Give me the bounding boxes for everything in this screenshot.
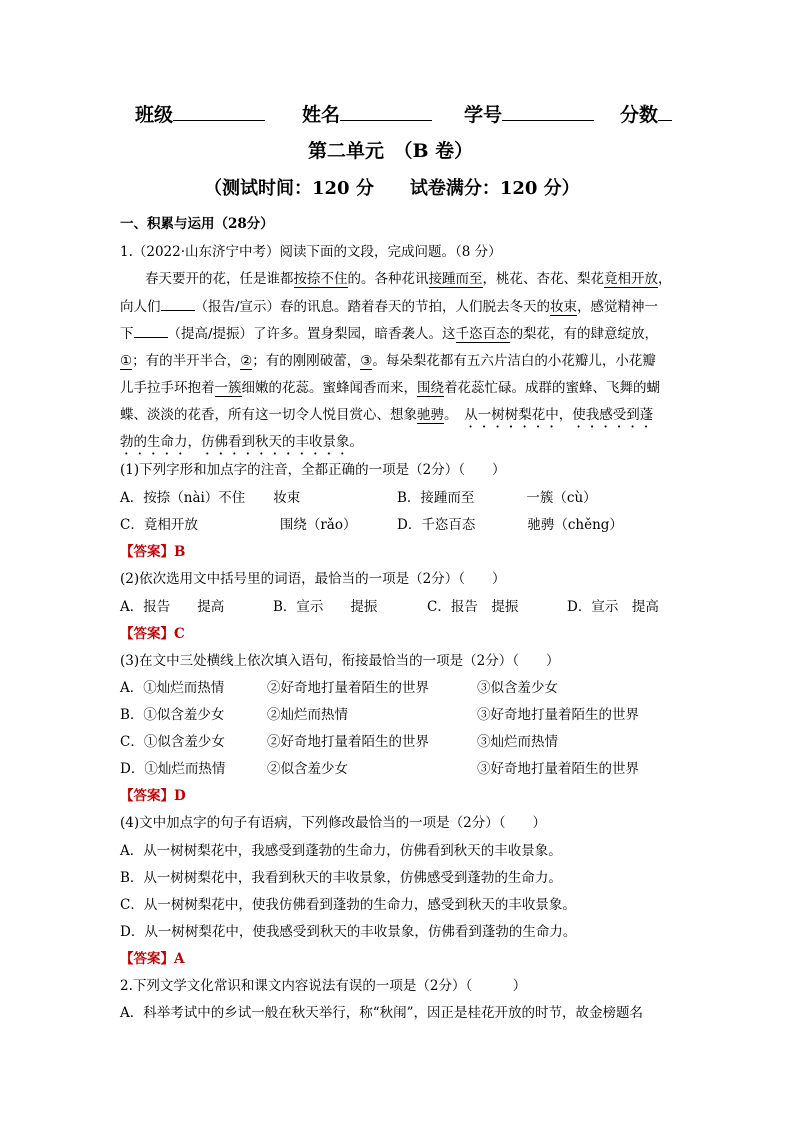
passage-text: 蝶、淡淡的花香，所有这一切令人悦目赏心、想象 [120,407,417,423]
sub3-option-b-col3: ③好奇地打量着陌生的世界 [477,707,639,723]
name-label: 姓名 [302,104,341,126]
passage-text: 。 [444,407,451,423]
fill-blank-1[interactable] [161,296,195,311]
answer-value: C [174,626,185,642]
sub3-option-c-col2: ②好奇地打量着陌生的世界 [267,734,429,750]
sub2-stem: (2)依次选用文中括号里的词语，最恰当的一项是（2分）（ ） [120,571,506,587]
underlined-phrase: 接踵而至 [428,271,483,287]
sub4-option-b[interactable]: B．从一树树梨花中，我看到秋天的丰收景象，仿佛感受到蓬勃的生命力。 [120,870,562,886]
sub2-option-d[interactable]: D．宣示 提高 [567,599,659,615]
name-blank[interactable] [340,102,432,121]
id-blank[interactable] [502,102,594,121]
option-text: C．竟相开放 [120,517,198,533]
class-blank[interactable] [173,102,265,121]
score-blank[interactable] [658,102,672,121]
q1-stem: 1.（2022·山东济宁中考）阅读下面的文段，完成问题。（8 分） [120,244,502,260]
sub1-answer [120,540,185,560]
passage-text: 。每朵梨花都有五六片洁白的小花瓣儿，小花瓣 [372,353,656,369]
header-class [135,100,265,127]
sub3-option-b-col2: ②灿烂而热情 [267,707,348,723]
sub2-option-a[interactable]: A．报告 提高 [120,599,225,615]
underlined-phrase: 千恣百态 [455,326,510,342]
id-label: 学号 [464,104,503,126]
page-title: 第二单元 （B 卷） [308,140,474,162]
answer-value: A [174,951,185,967]
q2-option-a[interactable]: A．科举考试中的乡试一般在秋天举行，称“秋闱”，因正是桂花开放的时节，故金榜题名 [120,1005,644,1021]
option-text: A．按捺（nài）不住 [120,490,246,506]
sub3-option-a-col2: ②好奇地打量着陌生的世界 [267,680,429,696]
sub4-option-c[interactable]: C．从一树树梨花中，使我仿佛看到蓬勃的生命力，感受到秋天的丰收景象。 [120,897,576,913]
underlined-phrase: 妆束 [550,299,578,315]
passage-text: 下 [120,326,134,342]
option-text: 围绕（rǎo） [279,517,357,533]
option-text: 一簇（cù） [526,490,597,506]
passage-text: 着花蕊忙碌。成群的蜜蜂、飞舞的蝴 [444,380,660,396]
sub2-option-c[interactable]: C．报告 提振 [427,599,519,615]
sub4-option-a[interactable]: A．从一树树梨花中，我感受到蓬勃的生命力，仿佛看到秋天的丰收景象。 [120,843,562,859]
passage-text: ， [658,271,672,287]
passage-line-6 [120,403,653,431]
answer-tag: 【答案】 [120,626,174,642]
sub1-option-c[interactable] [120,513,356,533]
sub4-answer [120,947,184,967]
passage-text: （提高/提振）了许多。置身梨园，暗香袭人。这 [167,326,456,342]
q2-stem: 2.下列文学文化常识和课文内容说法有误的一项是（2分）（ ） [120,978,527,994]
sub2-answer [120,622,185,642]
passage-text: 的梨花，有的肆意绽放， [509,326,659,342]
passage-text: 向人们 [120,299,161,315]
score-label: 分数 [620,104,659,126]
sub4-stem: (4)文中加点字的句子有语病，下列修改最恰当的一项是（2分）（ ） [120,815,546,831]
passage-text: ，感觉精神一 [577,299,659,315]
option-text: D．千恣百态 [397,517,476,533]
class-label: 班级 [135,104,174,126]
underlined-phrase: 按捺不住 [293,271,348,287]
underlined-phrase: 竟相开放 [604,271,658,287]
underlined-phrase: 驰骋 [417,407,444,423]
sub3-option-c-col1[interactable]: C．①似含羞少女 [120,734,225,750]
sub3-option-d-col1[interactable]: D．①灿烂而热情 [120,761,226,777]
header-score [620,100,672,127]
dotted-sentence: 从一树树梨花中，使我感受到蓬 [464,407,654,423]
passage-line-1 [145,267,672,287]
sub3-option-b-col1[interactable]: B．①似含羞少女 [120,707,225,723]
blank-marker-1[interactable]: ① [120,353,133,369]
answer-tag: 【答案】 [120,951,174,967]
dotted-sentence: 勃的生命力，仿佛看到秋天的丰收景象。 [120,434,363,450]
blank-marker-2[interactable]: ② [240,353,253,369]
sub3-answer [120,784,186,804]
sub2-option-b[interactable]: B．宣示 提振 [273,599,378,615]
sub3-option-a-col3: ③似含羞少女 [477,680,558,696]
passage-text: （报告/宣示）春的讯息。踏着春天的节拍，人们脱去冬天的 [194,299,551,315]
header-name [302,100,432,127]
passage-text: 细嫩的花蕊。蜜蜂闻香而来， [241,380,417,396]
passage-text: 的。各种花讯 [347,271,429,287]
passage-text: 儿手拉手环抱着 [120,380,215,396]
option-text: 妆束 [273,490,301,506]
blank-marker-3[interactable]: ③ [360,353,373,369]
option-text: B．接踵而至 [397,490,475,506]
sub4-option-d[interactable]: D．从一树树梨花中，使我感受到秋天的丰收景象，仿佛看到蓬勃的生命力。 [120,924,577,940]
answer-value: B [174,544,186,560]
sub1-option-b[interactable] [397,486,597,506]
passage-line-5 [120,376,660,396]
passage-line-7 [120,430,363,458]
passage-text: ；有的刚刚破蕾， [252,353,361,369]
sub3-option-a-col1[interactable]: A．①灿烂而热情 [120,680,225,696]
passage-text: ；有的半开半合， [132,353,241,369]
sub1-option-a[interactable] [120,486,300,506]
answer-tag: 【答案】 [120,544,174,560]
option-text: 驰骋（chěng） [527,517,623,533]
answer-tag: 【答案】 [120,788,174,804]
underlined-phrase: 一簇 [214,380,242,396]
page-subtitle: （测试时间：120 分 试卷满分：120 分） [204,178,580,199]
answer-value: D [174,788,186,804]
fill-blank-2[interactable] [134,323,168,338]
passage-text: 春天要开的花，任是谁都 [145,271,294,287]
passage-line-4 [120,349,656,369]
passage-line-2 [120,295,658,315]
passage-text: ，桃花、杏花、梨花 [482,271,604,287]
passage-line-3 [120,322,658,342]
underlined-phrase: 围绕 [417,380,444,396]
sub3-option-d-col2: ②似含羞少女 [267,761,348,777]
section-heading: 一、积累与运用（28分） [120,216,274,232]
header-id [464,100,594,127]
sub1-option-d[interactable] [397,513,623,533]
sub3-option-c-col3: ③灿烂而热情 [477,734,558,750]
sub1-stem: (1)下列字形和加点字的注音，全都正确的一项是（2分）（ ） [120,462,506,478]
sub3-stem: (3)在文中三处横线上依次填入语句，衔接最恰当的一项是（2分）（ ） [120,653,560,669]
sub3-option-d-col3: ③好奇地打量着陌生的世界 [477,761,639,777]
